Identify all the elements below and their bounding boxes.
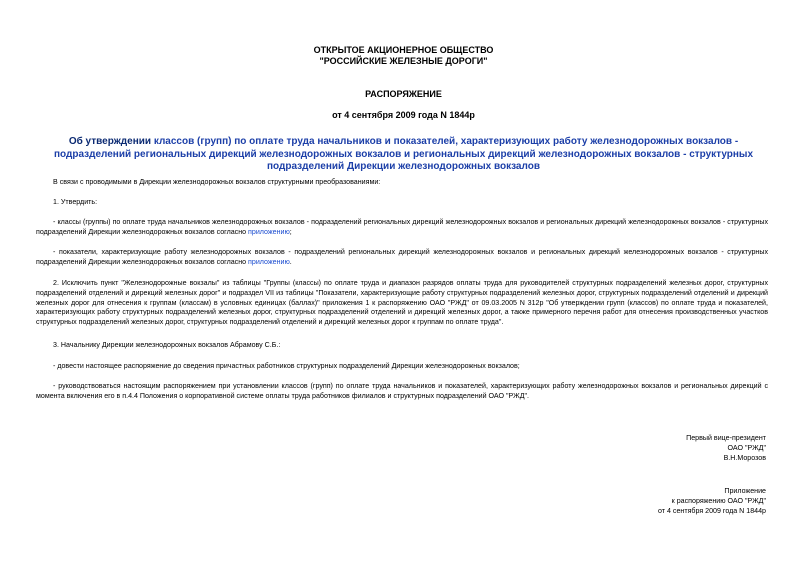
appendix-block — [466, 487, 766, 516]
signature-name: В.Н.Морозов — [723, 453, 766, 462]
paragraph-3a-text: - довести настоящее распоряжение до сведения причастных работников структурных подразделений Дирекции железнодорожных вокзалов; — [53, 362, 520, 370]
paragraph-1a-end: ; — [289, 227, 292, 236]
paragraph-1b-end: . — [289, 257, 292, 266]
org-name-line2: "РОССИЙСКИЕ ЖЕЛЕЗНЫЕ ДОРОГИ" — [319, 56, 488, 66]
appendix-ref: к распоряжению ОАО "РЖД" — [671, 496, 766, 505]
paragraph-1 — [36, 198, 768, 208]
paragraph-1a — [36, 218, 768, 238]
appendix-title: Приложение — [724, 487, 766, 495]
paragraph-1-text: 1. Утвердить: — [53, 198, 98, 206]
doc-subject — [36, 136, 771, 174]
signature-block — [466, 434, 766, 463]
appendix-link-2[interactable]: приложению — [248, 257, 290, 266]
paragraph-1b — [36, 248, 768, 268]
appendix-link-1[interactable]: приложению — [248, 227, 290, 236]
org-name — [0, 45, 807, 67]
subject-link[interactable]: классов (групп) по оплате труда начальников и показателей, характеризующих работу железнодорожных вокзалов - подразделений региональных дирекций железнодорожных вокзалов и региональных дирекций железнодорожных вокзалов - структурных подразделений Дирекции железнодорожных вокзалов — [53, 136, 754, 172]
doc-date: от 4 сентября 2009 года N 1844р — [332, 110, 475, 120]
subject-prefix: Об утверждении — [68, 136, 154, 147]
paragraph-3b — [36, 382, 768, 402]
intro-text: В связи с проводимыми в Дирекции железнодорожных вокзалов структурными преобразованиями: — [53, 178, 381, 186]
signature-company: ОАО "РЖД" — [727, 443, 766, 452]
paragraph-1a-text: - классы (группы) по оплате труда начальников железнодорожных вокзалов - подразделений региональных дирекций железнодорожных вокзалов и региональных дирекций железнодорожных вокзалов - структурных подразделений Дирекции железнодорожных вокзалов согласно — [36, 218, 768, 236]
org-name-line1: ОТКРЫТОЕ АКЦИОНЕРНОЕ ОБЩЕСТВО — [313, 45, 494, 55]
doc-type: РАСПОРЯЖЕНИЕ — [365, 89, 442, 99]
paragraph-1b-text: - показатели, характеризующие работу железнодорожных вокзалов - подразделений региональных дирекций железнодорожных вокзалов и региональных дирекций железнодорожных вокзалов - структурных подразделений Дирекции железнодорожных вокзалов согласно — [36, 248, 768, 266]
paragraph-3b-text: - руководствоваться настоящим распоряжением при установлении классов (групп) по оплате труда начальников и показателей, характеризующих работу железнодорожных вокзалов и региональных дирекций с момента включения его в п.4.4 Положения о корпоративной системе оплаты труда работников филиалов и структурных подразделений ОАО "РЖД". — [36, 382, 768, 400]
paragraph-3 — [36, 341, 768, 351]
paragraph-2-text: 2. Исключить пункт "Железнодорожные вокзалы" из таблицы "Группы (классы) по оплате труда и диапазон разрядов оплаты труда для руководителей структурных подразделений железных дорог, структурных подразделений отделений и дирекций железных дорог" и подраздел VII из таблицы "Показатели, характеризующие работу структурных подразделений железных дорог, структурных подразделений отделений и дирекций железных дорог для отнесения к группам (классам) в условных единицах (баллах)" приложения 1 к распоряжению ОАО "РЖД" от 09.03.2005 N 312р "Об утверждении групп (классов) по оплате труда и показателей, характеризующих работу структурных подразделений железных дорог, структурных подразделений отделений и дирекций железных дорог, а также примерного перечня работ для отнесения производственных участков структурных подразделений железных дорог, структурных подразделений отделений и дирекций железных дорог к группам по оплате труда". — [36, 279, 768, 327]
paragraph-2 — [36, 279, 768, 328]
paragraph-3-text: 3. Начальнику Дирекции железнодорожных вокзалов Абрамову С.Б.: — [53, 341, 281, 349]
paragraph-3a — [36, 362, 768, 372]
intro-paragraph — [36, 178, 768, 188]
signature-position: Первый вице-президент — [686, 434, 766, 442]
appendix-date: от 4 сентября 2009 года N 1844р — [657, 506, 766, 515]
